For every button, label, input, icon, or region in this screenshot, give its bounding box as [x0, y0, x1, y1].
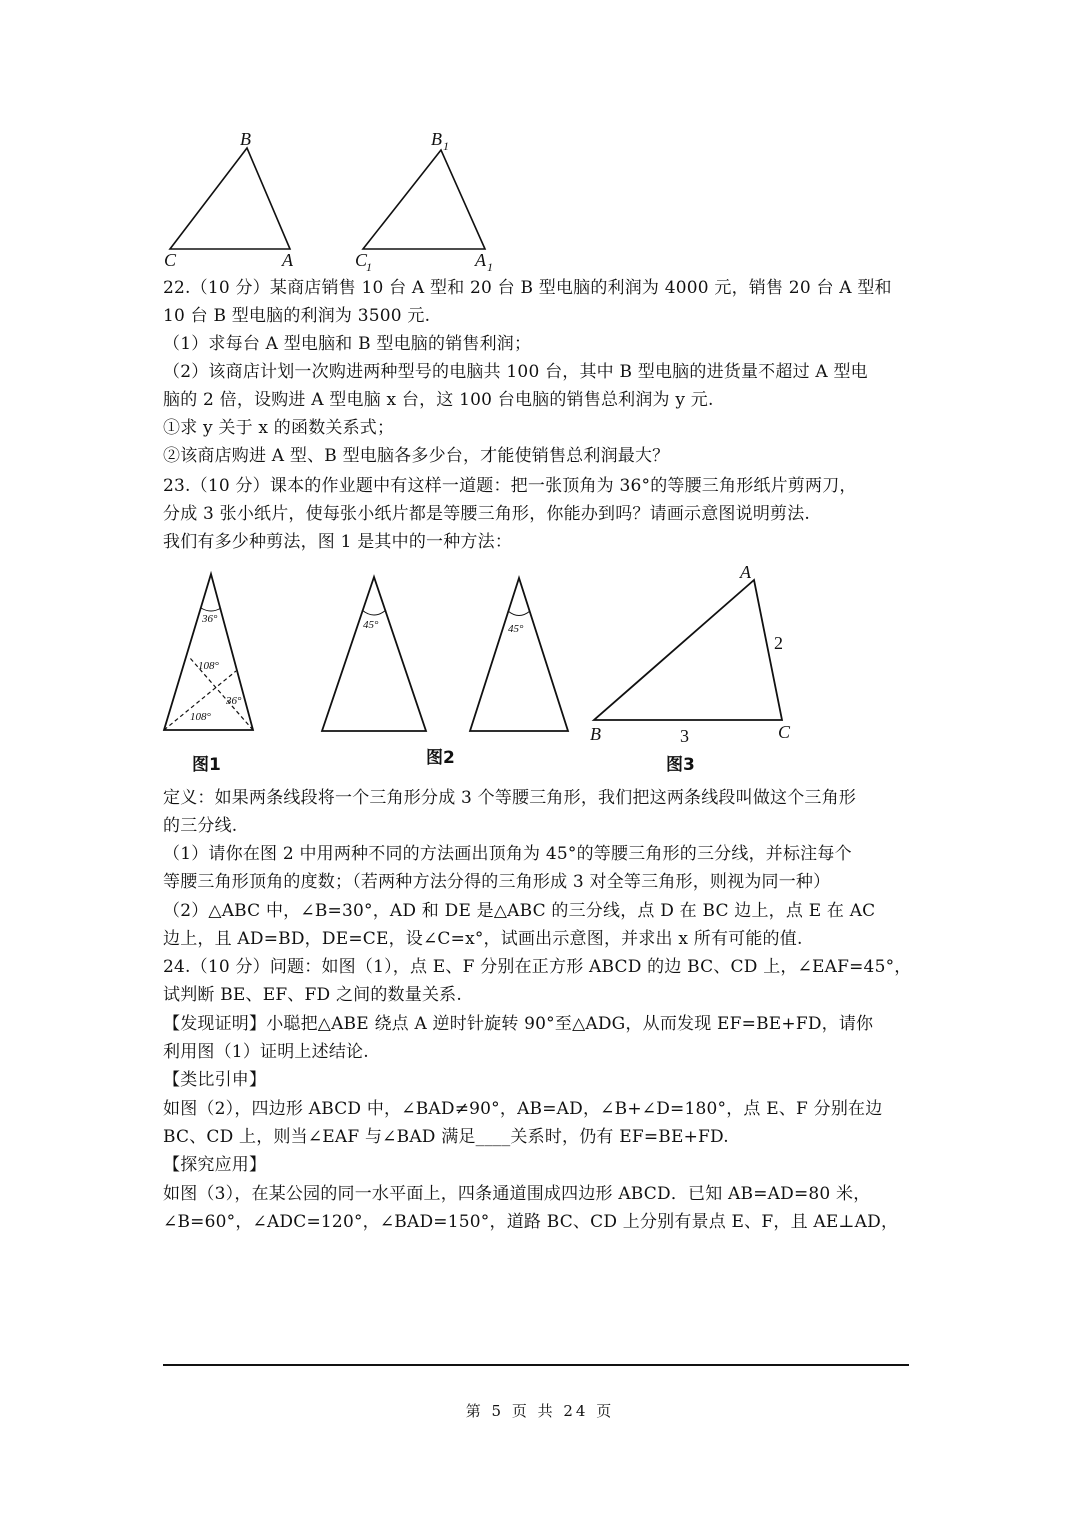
top-triangles-figure: [150, 125, 510, 275]
label-c: C: [164, 250, 177, 270]
label-a1: A: [475, 250, 486, 270]
text-line: 【发现证明】小聪把△ABE 绕点 A 逆时针旋转 90°至△ADG，从而发现 EF=BE+FD，请你: [163, 1014, 874, 1034]
text-line: （2）该商店计划一次购进两种型号的电脑共 100 台，其中 B 型电脑的进货量不超过 A 型电: [163, 362, 868, 382]
fig1-caption: 图1: [192, 755, 221, 775]
fig3-side-bc: 3: [680, 726, 689, 746]
fig1-angle-right: 36°: [226, 695, 242, 707]
text-line: 试判断 BE、EF、FD 之间的数量关系.: [163, 985, 462, 1005]
text-line: （2）△ABC 中，∠B=30°，AD 和 DE 是△ABC 的三分线，点 D 在 BC 边上，点 E 在 AC: [163, 901, 876, 921]
text-line: 22.（10 分）某商店销售 10 台 A 型和 20 台 B 型电脑的利润为 4000 元，销售 20 台 A 型和: [163, 278, 892, 298]
fig3-side-ac: 2: [774, 633, 783, 653]
fig3-caption: 图3: [666, 755, 695, 775]
text-line: 【类比引申】: [163, 1070, 267, 1090]
fig1-angle-mid: 108°: [198, 660, 219, 672]
fig1-angle-top: 36°: [202, 613, 218, 625]
text-line: 分成 3 张小纸片，使每张小纸片都是等腰三角形，你能办到吗？请画示意图说明剪法.: [163, 504, 811, 524]
label-a: A: [282, 250, 293, 270]
fig2b-angle: 45°: [508, 623, 524, 635]
text-line: （1）请你在图 2 中用两种不同的方法画出顶角为 45°的等腰三角形的三分线，并标注每个: [163, 844, 852, 864]
text-line: （1）求每台 A 型电脑和 B 型电脑的销售利润；: [163, 334, 532, 354]
label-b: B: [240, 129, 251, 149]
text-line: 如图（3），在某公园的同一水平面上，四条通道围成四边形 ABCD．已知 AB=AD=80 米，: [163, 1184, 871, 1204]
text-line: 的三分线.: [163, 816, 238, 836]
fig2a-angle: 45°: [363, 619, 379, 631]
footer-rule: [163, 1364, 909, 1366]
text-line: 脑的 2 倍，设购进 A 型电脑 x 台，这 100 台电脑的销售总利润为 y 元.: [163, 390, 714, 410]
label-c1-sub: 1: [366, 260, 372, 274]
text-line: BC、CD 上，则当∠EAF 与∠BAD 满足____关系时，仍有 EF=BE+FD.: [163, 1127, 729, 1147]
fig3-label-c: C: [778, 722, 791, 742]
text-line: 等腰三角形顶角的度数；（若两种方法分得的三角形成 3 对全等三角形，则视为同一种）: [163, 872, 831, 892]
text-line: 我们有多少种剪法，图 1 是其中的一种方法：: [163, 532, 513, 552]
text-line: 【探究应用】: [163, 1155, 267, 1175]
text-line: 利用图（1）证明上述结论.: [163, 1042, 369, 1062]
label-a1-sub: 1: [487, 260, 493, 274]
label-b1: B: [431, 129, 442, 149]
label-c1: C: [355, 250, 368, 270]
page-footer: 第 5 页 共 24 页: [465, 1402, 615, 1420]
text-line: ∠B=60°，∠ADC=120°，∠BAD=150°，道路 BC、CD 上分别有景点 E、F，且 AE⊥AD，: [163, 1212, 899, 1232]
text-line: 23.（10 分）课本的作业题中有这样一道题：把一张顶角为 36°的等腰三角形纸片剪两刀，: [163, 476, 857, 496]
text-line: 定义：如果两条线段将一个三角形分成 3 个等腰三角形，我们把这两条线段叫做这个三角形: [163, 788, 857, 808]
text-line: 如图（2），四边形 ABCD 中，∠BAD≠90°，AB=AD，∠B+∠D=180°，点 E、F 分别在边: [163, 1099, 883, 1119]
fig2-caption: 图2: [426, 748, 455, 768]
middle-figures: [150, 560, 810, 785]
figure-2-left: [322, 577, 455, 768]
triangle-abc: [170, 148, 290, 249]
fig3-label-b: B: [590, 724, 601, 744]
text-line: ②该商店购进 A 型、B 型电脑各多少台，才能使销售总利润最大？: [163, 446, 670, 466]
label-b1-sub: 1: [443, 139, 449, 153]
fig1-angle-bottom: 108°: [190, 711, 211, 723]
text-line: 10 台 B 型电脑的利润为 3500 元.: [163, 306, 431, 326]
figure-3: [590, 562, 791, 775]
figure-1: [164, 574, 253, 775]
text-line: ①求 y 关于 x 的函数关系式；: [163, 418, 395, 438]
text-line: 24.（10 分）问题：如图（1），点 E、F 分别在正方形 ABCD 的边 BC、CD 上，∠EAF=45°，: [163, 957, 912, 977]
figure-2-right: [470, 578, 568, 731]
text-line: 边上，且 AD=BD，DE=CE，设∠C=x°，试画出示意图，并求出 x 所有可能的值.: [163, 929, 803, 949]
fig3-label-a: A: [740, 562, 751, 582]
triangle-a1b1c1: [363, 150, 485, 249]
